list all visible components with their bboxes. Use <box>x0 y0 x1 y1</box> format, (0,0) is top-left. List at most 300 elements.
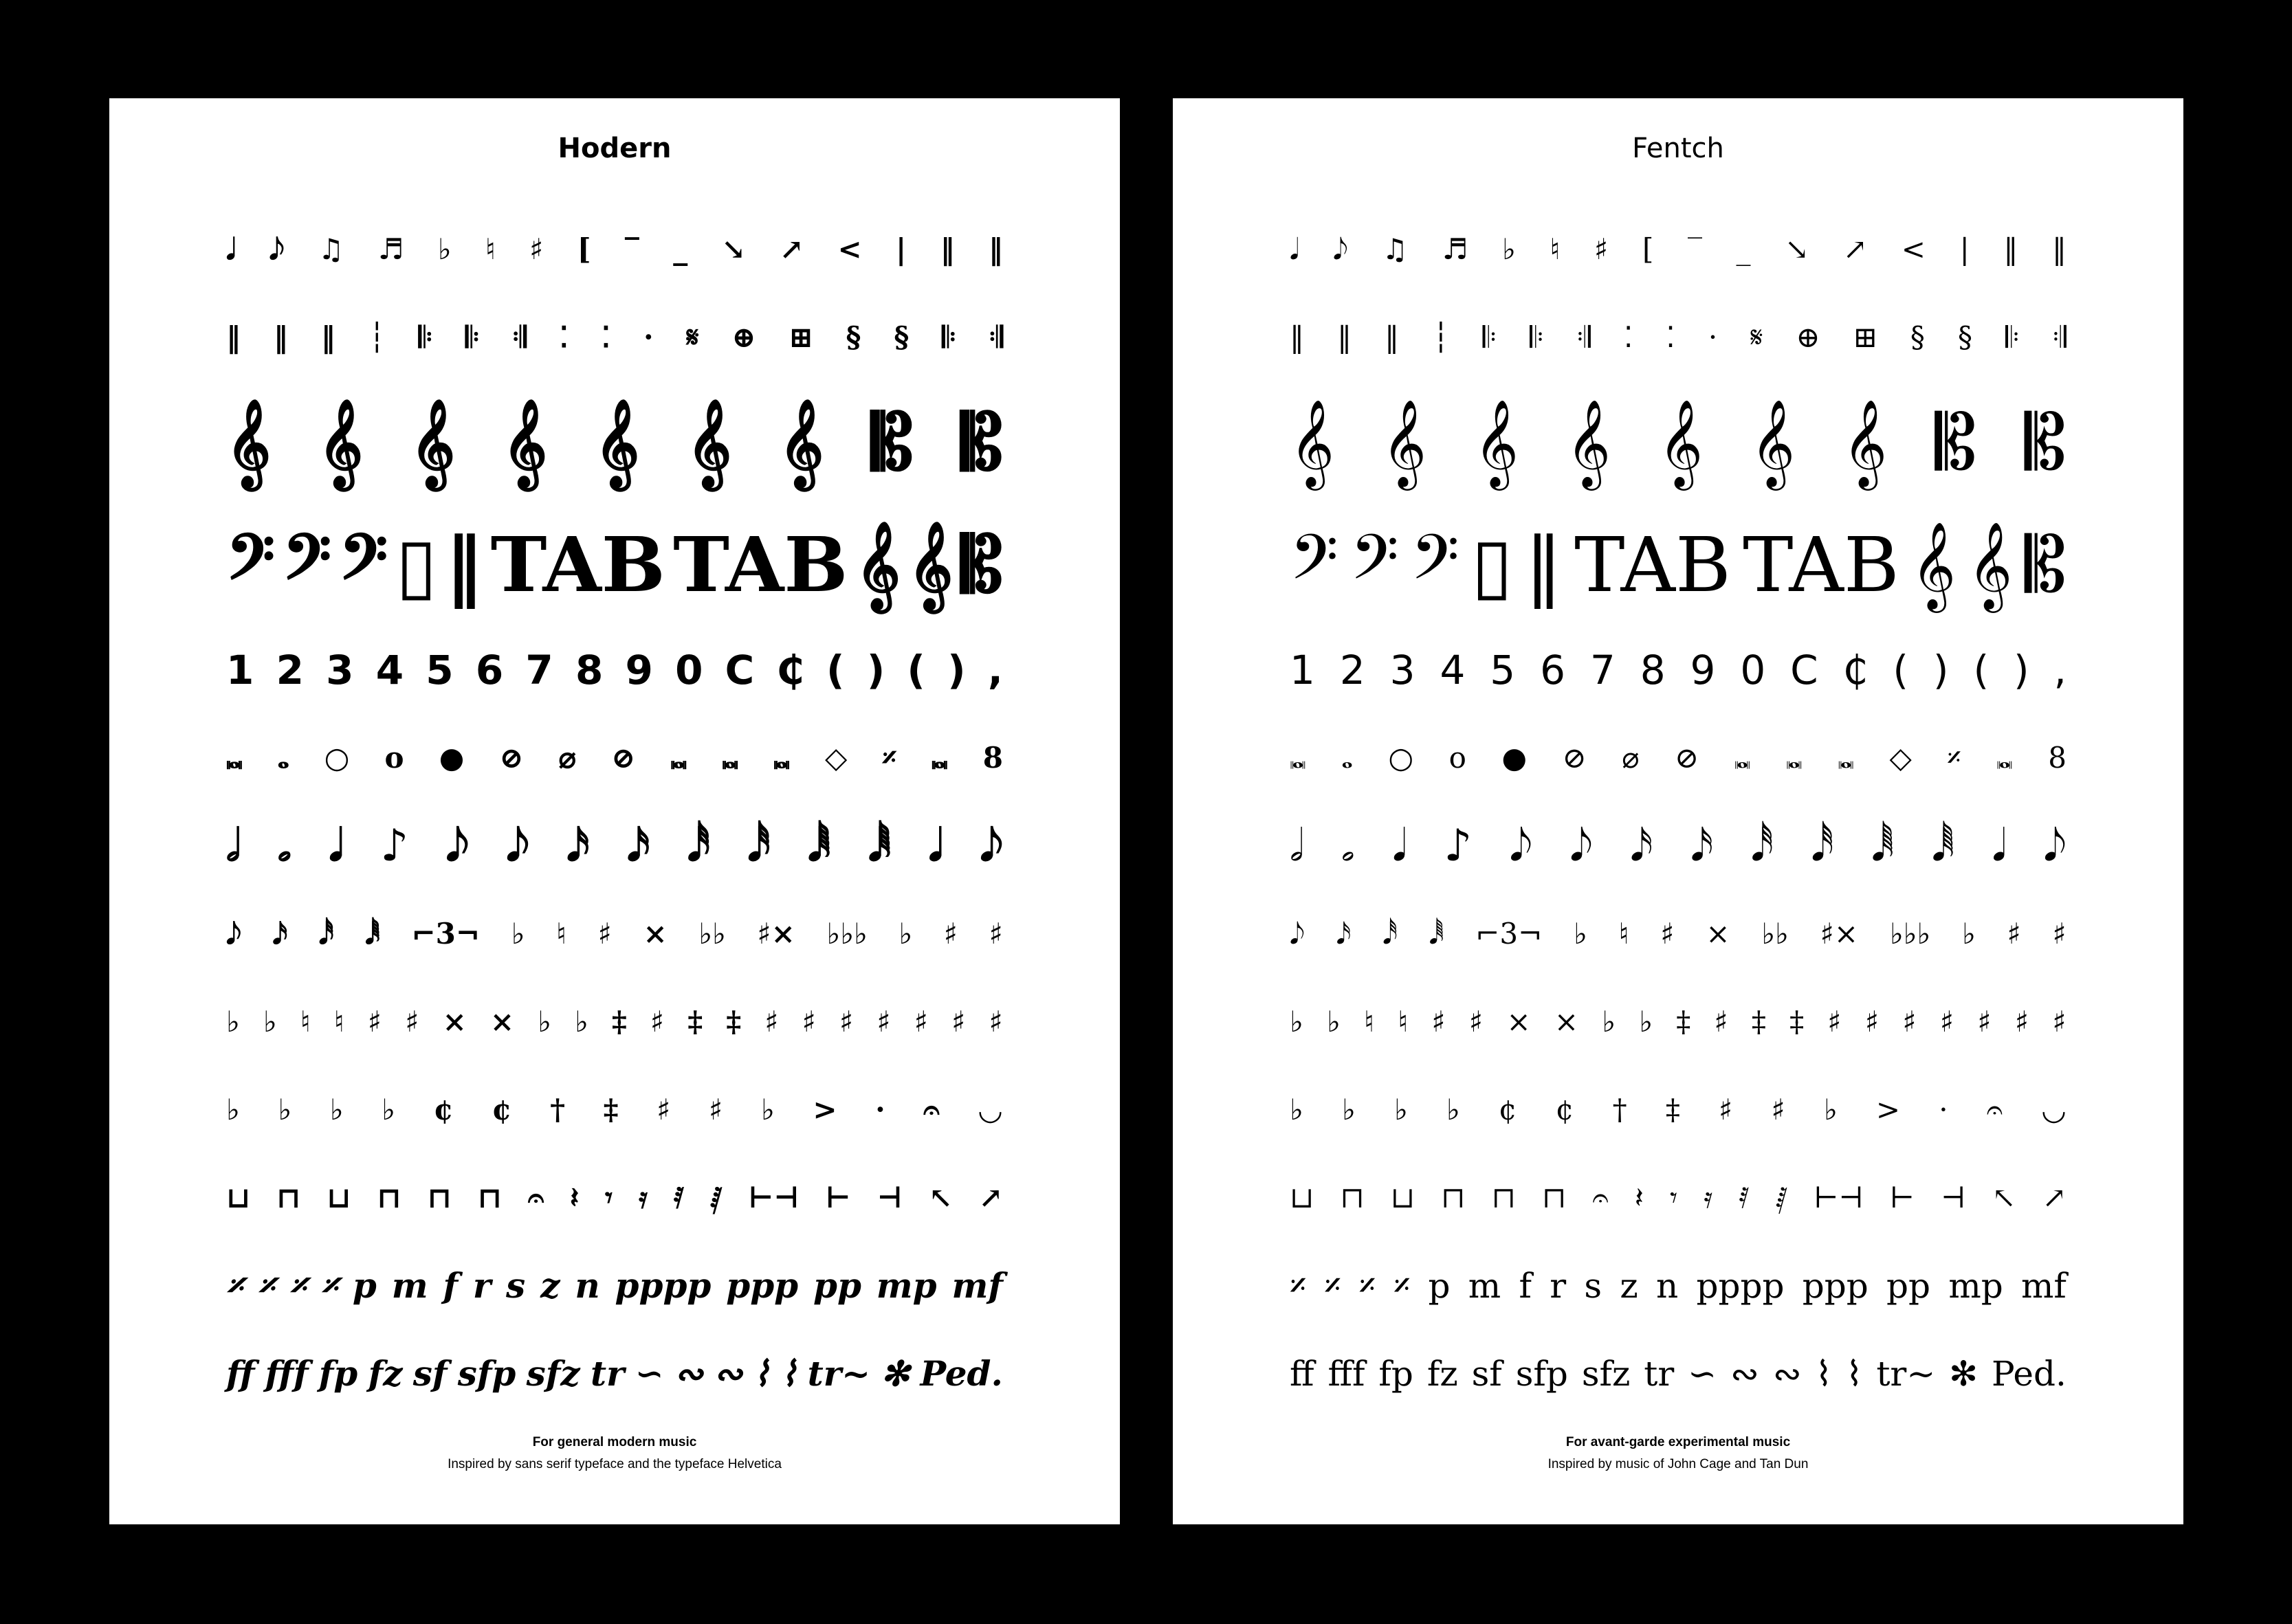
glyph: ○ <box>1388 741 1414 775</box>
glyph: 9 <box>625 647 653 693</box>
glyph: 𝅗𝅥 <box>1290 821 1304 871</box>
glyph: 𝅘𝅥𝅰 <box>1811 821 1834 871</box>
glyph: ‡ <box>1665 1093 1680 1126</box>
glyph: 𝄞 <box>1290 399 1335 487</box>
glyph: ↗ <box>978 1181 1003 1214</box>
glyph: ⊓ <box>1441 1181 1466 1214</box>
glyph: 𝄢 <box>1350 521 1399 609</box>
glyph-row <box>226 384 1003 501</box>
glyph: pppp <box>1696 1266 1785 1306</box>
glyph: z <box>1620 1266 1638 1306</box>
glyph: s <box>506 1265 526 1306</box>
glyph: 𝄆 <box>2005 320 2020 354</box>
glyph: ● <box>439 741 465 775</box>
glyph: ¢ <box>1555 1093 1574 1126</box>
glyph: 𝄢 <box>283 520 331 609</box>
glyph: 𝅘𝅥𝅮 <box>506 820 529 871</box>
glyph: 𝄞 <box>410 398 456 487</box>
glyph: 𝅘𝅥𝅰 <box>687 820 711 871</box>
glyph: 𝅘𝅥𝅮 <box>1290 917 1305 950</box>
glyph: 𝄞 <box>318 398 364 487</box>
glyph: ✻ <box>1949 1354 1979 1394</box>
glyph: ♭ <box>1574 917 1587 950</box>
poster-title: Hodern <box>558 133 672 164</box>
glyph-row <box>226 717 1003 799</box>
glyph: ♭ <box>437 232 452 266</box>
glyph: ‖ <box>1385 320 1400 354</box>
glyph: ♮ <box>556 917 567 950</box>
glyph: × <box>1706 917 1730 950</box>
glyph: z <box>540 1265 560 1306</box>
glyph-grid <box>226 208 1003 1421</box>
glyph: ‖ <box>940 232 955 266</box>
glyph: 𝄽 <box>1634 1181 1644 1214</box>
glyph: ↖ <box>1992 1181 2016 1214</box>
glyph: ⊔ <box>1290 1181 1314 1214</box>
glyph: sfz <box>526 1353 580 1394</box>
glyph: mf <box>951 1265 1003 1306</box>
glyph: 𝄎 <box>320 1265 338 1306</box>
glyph-row <box>1290 1333 2067 1415</box>
glyph: ♫ <box>1382 232 1409 266</box>
glyph: 1 <box>1290 647 1315 693</box>
glyph: ⊓ <box>1541 1181 1567 1214</box>
glyph: 𝅘𝅥𝅯 <box>272 917 288 950</box>
glyph: _ <box>673 232 688 266</box>
glyph: sf <box>412 1353 448 1394</box>
glyph-row <box>226 981 1003 1063</box>
glyph: fff <box>1327 1354 1365 1394</box>
glyph: ♯ <box>943 917 958 950</box>
glyph: ⌀ <box>1622 741 1640 775</box>
glyph: f <box>443 1265 458 1306</box>
glyph: ♬ <box>1442 232 1468 266</box>
glyph: ♯ <box>1431 1005 1446 1038</box>
glyph: ♯ <box>597 917 612 950</box>
glyph: fp <box>318 1353 358 1394</box>
glyph: 𝄞 <box>779 398 824 487</box>
glyph: mp <box>876 1265 937 1306</box>
glyph: ♭ <box>226 1005 240 1038</box>
glyph: ‖ <box>988 232 1003 266</box>
glyph: 8 <box>982 741 1003 775</box>
glyph: ♭ <box>1501 232 1516 266</box>
glyph: 𝅘𝅥 <box>928 820 943 871</box>
glyph: 𝅘𝅥𝅯 <box>566 820 590 871</box>
glyph: fff <box>265 1353 309 1394</box>
glyph: 𝅜 <box>722 741 739 775</box>
glyph: ♯ <box>839 1005 854 1038</box>
glyph: ⊢ <box>825 1181 851 1214</box>
glyph: n <box>1655 1266 1679 1306</box>
glyph: † <box>550 1093 566 1126</box>
glyph: s <box>1584 1266 1602 1306</box>
glyph: ‡ <box>603 1093 619 1126</box>
glyph: ♯ <box>2007 917 2021 950</box>
glyph: 𝄎 <box>226 1265 243 1306</box>
glyph: ♭ <box>1290 1005 1303 1038</box>
glyph: ┆ <box>368 320 386 354</box>
glyph: 5 <box>426 647 454 693</box>
glyph: 𝄾 <box>604 1181 613 1214</box>
glyph: ♯ <box>2014 1005 2029 1038</box>
glyph: 𝄢 <box>1411 521 1459 609</box>
glyph: ‖ <box>445 520 483 609</box>
glyph: 4 <box>375 647 404 693</box>
glyph: ♯ <box>764 1005 779 1038</box>
glyph: ⌐3¬ <box>1475 917 1543 950</box>
glyph: 𝅘𝅥𝅰 <box>318 917 334 950</box>
glyph: 𝄎 <box>1358 1266 1376 1306</box>
glyph: 𝄞 <box>1658 399 1704 487</box>
glyph: ♭ <box>1290 1093 1303 1126</box>
glyph: 𝅝 <box>277 741 289 775</box>
glyph: 𝄎 <box>1324 1266 1341 1306</box>
glyph: 𝅘𝅥𝅱 <box>868 820 892 871</box>
glyph: 7 <box>525 647 553 693</box>
glyph: ⊔ <box>327 1181 351 1214</box>
glyph: ) <box>2013 647 2029 693</box>
glyph: ) <box>866 647 885 693</box>
glyph: mf <box>2021 1266 2067 1306</box>
glyph: ( <box>826 647 845 693</box>
glyph: 𝄆 <box>465 320 480 354</box>
glyph-row <box>1290 1245 2067 1327</box>
glyph: ♯ <box>989 1005 1003 1038</box>
glyph: ♯ <box>405 1005 419 1038</box>
glyph: § <box>1910 320 1925 354</box>
glyph: ⊣ <box>877 1181 903 1214</box>
glyph: ⊔ <box>1390 1181 1415 1214</box>
glyph: fp <box>1378 1354 1413 1394</box>
glyph: 𝄞 <box>1566 399 1611 487</box>
glyph: TAB <box>490 520 665 609</box>
glyph: § <box>1957 320 1972 354</box>
glyph: 3 <box>326 647 354 693</box>
glyph: ) <box>947 647 966 693</box>
glyph: § <box>894 320 910 354</box>
glyph: × <box>442 1005 467 1038</box>
glyph: ↘ <box>1785 232 1809 266</box>
glyph: ♯ <box>1660 917 1675 950</box>
glyph: 𝄐 <box>1986 1093 2003 1126</box>
glyph: ♯ <box>367 1005 382 1038</box>
glyph: ppp <box>1802 1266 1869 1306</box>
glyph-row <box>226 296 1003 379</box>
glyph: o <box>1448 741 1466 775</box>
glyph: 𝅘𝅥 <box>1392 821 1407 871</box>
glyph: 𝅘𝅥𝅮 <box>1509 821 1533 871</box>
glyph: ♯ <box>989 917 1003 950</box>
glyph: ♭ <box>1393 1093 1408 1126</box>
glyph: pp <box>1886 1266 1931 1306</box>
glyph: 𝄆 <box>942 320 956 354</box>
glyph: ∾ <box>714 1353 742 1394</box>
glyph: ♭♭ <box>698 917 726 950</box>
glyph: pppp <box>615 1265 712 1306</box>
glyph-row <box>226 507 1003 623</box>
glyph: 9 <box>1690 647 1716 693</box>
glyph: tr <box>1644 1354 1675 1394</box>
glyph: 𝅘𝅥𝅮 <box>226 917 241 950</box>
glyph: 𝅜 <box>1734 741 1751 775</box>
glyph: ♪ <box>1444 821 1473 871</box>
glyph: 𝅜 <box>226 741 243 775</box>
glyph: ⌐3¬ <box>411 917 481 950</box>
glyph: ♭ <box>760 1093 775 1126</box>
glyph: ⊓ <box>276 1181 301 1214</box>
glyph: ⁚ <box>1666 320 1675 354</box>
glyph: ♭ <box>1602 1005 1616 1038</box>
glyph: ♯ <box>1771 1093 1785 1126</box>
glyph: 𝄇 <box>1576 320 1591 354</box>
glyph: 𝄎 <box>257 1265 275 1306</box>
glyph: _ <box>1736 232 1751 266</box>
glyph: [ <box>577 232 591 266</box>
glyph: 𝄐 <box>527 1181 544 1214</box>
caption-line-1: For general modern music <box>532 1435 697 1449</box>
glyph: 3 <box>1389 647 1415 693</box>
glyph: ♯ <box>709 1093 723 1126</box>
glyph: ⊓ <box>1340 1181 1365 1214</box>
glyph: ♮ <box>1398 1005 1409 1038</box>
glyph: ff <box>1290 1354 1314 1394</box>
glyph: ⊞ <box>789 320 813 354</box>
glyph: ‡ <box>1751 1005 1766 1038</box>
glyph: 𝅘𝅥𝅯 <box>1630 821 1653 871</box>
glyph: × <box>489 1005 515 1038</box>
glyph: sfp <box>1515 1354 1568 1394</box>
glyph: 𝄞 <box>855 520 901 609</box>
glyph: ○ <box>324 741 350 775</box>
glyph: ♬ <box>377 232 404 266</box>
glyph: ♯ <box>2052 917 2067 950</box>
glyph: × <box>1554 1005 1579 1038</box>
glyph-row <box>1290 629 2067 711</box>
glyph: 𝅀 <box>1739 1181 1750 1214</box>
glyph: ( <box>1893 647 1908 693</box>
glyph-row <box>226 893 1003 975</box>
glyph: < <box>1901 232 1926 266</box>
glyph: ♯ <box>877 1005 891 1038</box>
glyph: 2 <box>1339 647 1365 693</box>
glyph: 𝅘𝅥𝅮 <box>1332 232 1348 266</box>
glyph-row <box>1290 981 2067 1063</box>
glyph-row <box>226 1069 1003 1151</box>
glyph: 5 <box>1490 647 1516 693</box>
glyph: ♯ <box>951 1005 966 1038</box>
glyph: ⊢ <box>1889 1181 1915 1214</box>
glyph: 𝄎 <box>1290 1266 1307 1306</box>
glyph: ◡ <box>978 1093 1003 1126</box>
glyph: ¢ <box>492 1093 512 1126</box>
glyph: 𝅜 <box>1785 741 1803 775</box>
glyph: 𝅘𝅥𝅯 <box>1690 821 1714 871</box>
glyph: 8 <box>2048 741 2067 775</box>
glyph: ∾ <box>674 1353 703 1394</box>
glyph: ⌇ <box>780 1353 797 1394</box>
glyph: ¢ <box>1498 1093 1517 1126</box>
glyph: ♪ <box>380 820 409 871</box>
glyph: ⊢⊣ <box>748 1181 800 1214</box>
glyph: ‖ <box>1337 320 1352 354</box>
glyph: 𝅁 <box>1776 1181 1788 1214</box>
glyph: ┆ <box>1432 320 1450 354</box>
glyph: ↗ <box>780 232 804 266</box>
glyph: ♫ <box>318 232 344 266</box>
glyph: ‡ <box>726 1005 742 1038</box>
glyph: ∾ <box>1772 1354 1802 1394</box>
glyph: ◇ <box>1889 741 1912 775</box>
glyph: ◡ <box>2041 1093 2067 1126</box>
glyph: ‖ <box>226 320 241 354</box>
glyph: 𝄾 <box>1669 1181 1678 1214</box>
glyph: ♯ <box>1718 1093 1733 1126</box>
glyph: ₵ <box>776 647 804 693</box>
glyph: TAB <box>1574 521 1731 609</box>
glyph: 𝅜 <box>773 741 790 775</box>
glyph: f <box>1519 1266 1532 1306</box>
glyph: 𝄞 <box>1474 399 1519 487</box>
glyph: ↖ <box>928 1181 953 1214</box>
glyph: sfz <box>1581 1354 1631 1394</box>
glyph: 𝅘𝅥 <box>1992 821 2007 871</box>
glyph: ⊕ <box>731 320 756 354</box>
glyph: 𝄎 <box>289 1265 307 1306</box>
glyph: 𝅘𝅥 <box>226 232 236 266</box>
glyph: ♯ <box>914 1005 929 1038</box>
glyph-row <box>226 208 1003 291</box>
glyph: tr~ <box>1876 1354 1936 1394</box>
glyph: 𝄡 <box>960 520 1003 609</box>
glyph: 𝄡 <box>871 398 914 487</box>
glyph-row <box>1290 893 2067 975</box>
glyph: ♯ <box>650 1005 665 1038</box>
glyph: ♭♭♭ <box>826 917 868 950</box>
glyph: ₵ <box>1842 647 1869 693</box>
glyph: 7 <box>1589 647 1616 693</box>
glyph: ♯ <box>802 1005 816 1038</box>
glyph: mp <box>1948 1266 2003 1306</box>
glyph: 𝄞 <box>687 398 732 487</box>
glyph: × <box>1506 1005 1531 1038</box>
glyph: ♯ <box>657 1093 671 1126</box>
glyph: fz <box>368 1353 403 1394</box>
glyph: 𝄐 <box>1592 1181 1609 1214</box>
caption-line-2: Inspired by music of John Cage and Tan Dun <box>1547 1457 1809 1471</box>
glyph: ∽ <box>635 1353 664 1394</box>
glyph: o <box>384 741 404 775</box>
glyph: ‡ <box>611 1005 627 1038</box>
glyph: C <box>725 647 755 693</box>
glyph: 𝅘𝅥𝅰 <box>747 820 771 871</box>
glyph: † <box>1612 1093 1627 1126</box>
glyph: 𝅜 <box>1996 741 2013 775</box>
glyph: ‡ <box>1676 1005 1691 1038</box>
glyph: 𝄞 <box>1968 521 2013 609</box>
glyph: ♯ <box>1594 232 1609 266</box>
glyph: 6 <box>475 647 504 693</box>
glyph: ♭ <box>1341 1093 1356 1126</box>
poster-caption <box>109 1435 1120 1472</box>
glyph: × <box>643 917 668 950</box>
glyph: 𝅘𝅥𝅮 <box>2043 821 2067 871</box>
glyph: ⊔ <box>226 1181 251 1214</box>
glyph: C <box>1790 647 1818 693</box>
glyph: ∾ <box>1730 1354 1759 1394</box>
glyph: 𝄞 <box>908 520 954 609</box>
glyph: ∽ <box>1688 1354 1717 1394</box>
glyph: | <box>1959 232 1970 266</box>
glyph: ♯ <box>1902 1005 1917 1038</box>
glyph: 𝄡 <box>2024 521 2067 609</box>
glyph: ♭ <box>1327 1005 1341 1038</box>
glyph: ♭ <box>382 1093 395 1126</box>
glyph: ♭ <box>538 1005 551 1038</box>
glyph-row <box>1290 384 2067 501</box>
glyph: ♯ <box>2052 1005 2067 1038</box>
glyph: r <box>472 1265 492 1306</box>
glyph: ‡ <box>687 1005 703 1038</box>
glyph: m <box>1468 1266 1501 1306</box>
glyph: 𝄢 <box>1290 521 1338 609</box>
glyph: ⊓ <box>377 1181 401 1214</box>
glyph: 0 <box>675 647 703 693</box>
glyph: ♭♭ <box>1761 917 1789 950</box>
glyph: ♭ <box>329 1093 344 1126</box>
glyph: 𝅘𝅥𝅯 <box>1336 917 1352 950</box>
glyph: 𝅗 <box>1341 821 1356 871</box>
glyph: 𝄿 <box>639 1181 648 1214</box>
glyph: ♭ <box>278 1093 292 1126</box>
glyph: Ped. <box>1991 1354 2067 1394</box>
glyph: ♭ <box>1961 917 1976 950</box>
glyph: ‖ <box>2051 232 2067 266</box>
glyph: ♭ <box>511 917 525 950</box>
glyph: 𝅘𝅥 <box>1290 232 1299 266</box>
glyph: ↗ <box>1842 232 1868 266</box>
glyph: ⊓ <box>427 1181 452 1214</box>
glyph: > <box>813 1093 837 1126</box>
glyph: p <box>1428 1266 1451 1306</box>
glyph: ↘ <box>721 232 746 266</box>
glyph: sf <box>1471 1354 1502 1394</box>
glyph: ‖ <box>1524 521 1563 609</box>
caption-line-2: Inspired by sans serif typeface and the typeface Helvetica <box>448 1457 782 1471</box>
glyph: tr~ <box>807 1353 870 1394</box>
glyph: 𝄇 <box>989 320 1003 354</box>
glyph: [ <box>1642 232 1654 266</box>
glyph-row <box>1290 1157 2067 1239</box>
glyph: ♮ <box>333 1005 344 1038</box>
glyph: ♯ <box>529 232 544 266</box>
glyph: 𝄞 <box>1911 521 1957 609</box>
glyph: ⊣ <box>1941 1181 1966 1214</box>
glyph: ( <box>907 647 925 693</box>
glyph: ♯ <box>1977 1005 1992 1038</box>
glyph: ♭ <box>574 1005 588 1038</box>
glyph: ⊕ <box>1796 320 1820 354</box>
glyph: ♮ <box>1618 917 1629 950</box>
glyph: ▯ <box>395 520 437 609</box>
glyph: ⁚ <box>601 320 611 354</box>
glyph: ff <box>226 1353 255 1394</box>
glyph: ● <box>1501 741 1528 775</box>
glyph: · <box>875 1093 885 1126</box>
glyph: ♯× <box>757 917 795 950</box>
glyph: · <box>1708 320 1718 354</box>
glyph-grid <box>1290 208 2067 1421</box>
